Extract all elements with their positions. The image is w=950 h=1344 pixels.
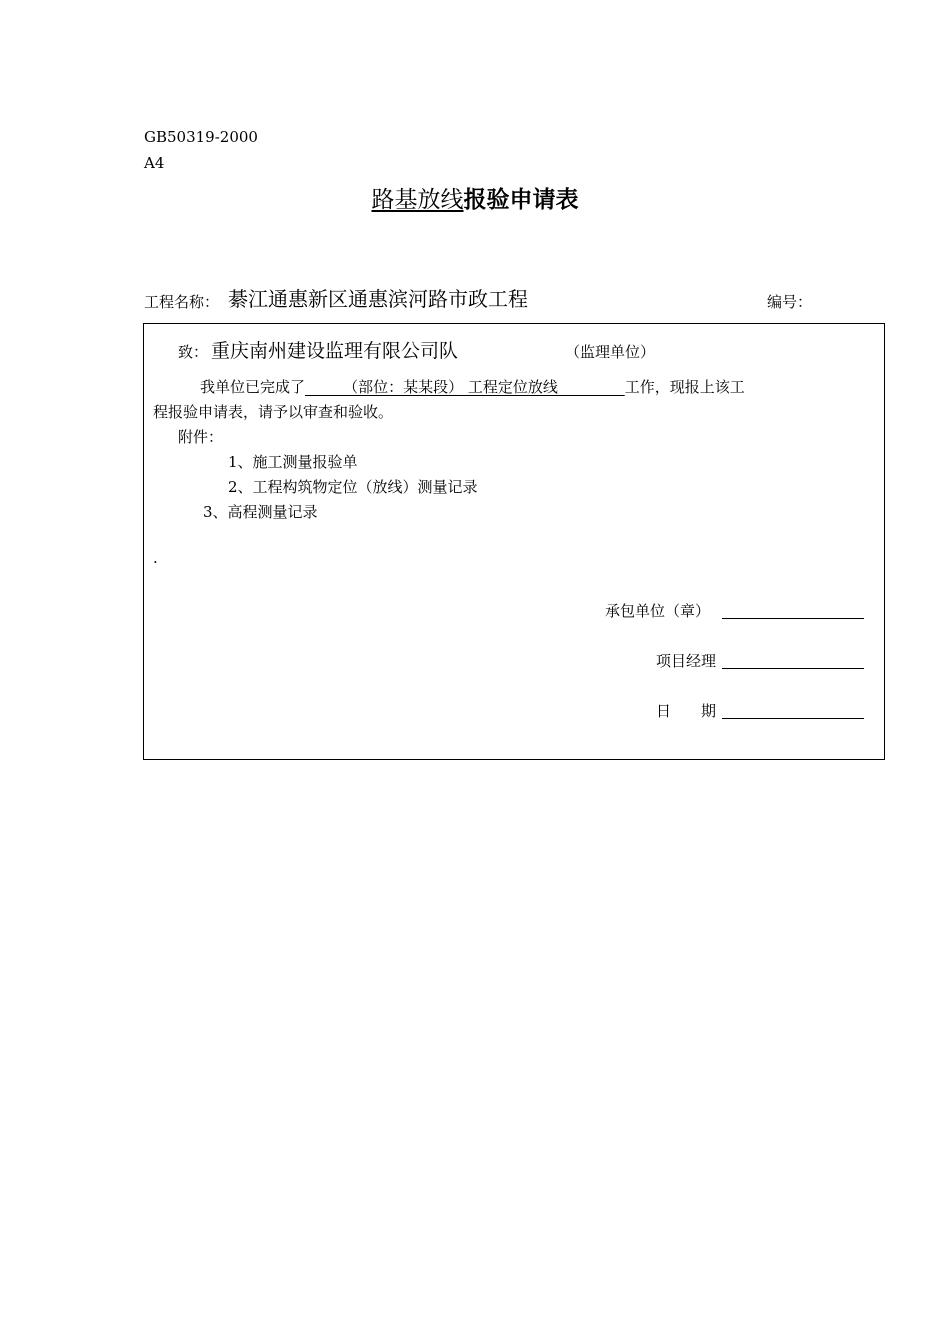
contractor-label: 承包单位（章）: [605, 602, 711, 620]
request-suffix: 工作，现报上该工: [624, 378, 745, 396]
request-line-1: [200, 378, 745, 396]
date-label: 日 期: [656, 702, 717, 720]
date-line: [722, 718, 864, 719]
contractor-signature-line: [722, 618, 864, 619]
document-number-label: 编号：: [767, 293, 813, 311]
attachments-label: 附件：: [178, 428, 224, 446]
recipient-note: （监理单位）: [565, 343, 656, 361]
project-manager-signature-line: [722, 668, 864, 669]
project-name: 綦江通惠新区通惠滨河路市政工程: [228, 287, 528, 311]
work-description-blank: （部位：某某段） 工程定位放线: [305, 378, 625, 396]
form-title: [0, 184, 950, 216]
title-underlined-part: 路基放线: [371, 187, 464, 213]
request-line-2: 程报验申请表，请予以审查和验收。: [153, 403, 394, 421]
request-prefix: 我单位已完成了: [200, 378, 306, 396]
project-manager-label: 项目经理: [656, 652, 717, 670]
recipient-name: 重庆南州建设监理有限公司队: [211, 340, 459, 362]
project-name-label: 工程名称：: [144, 293, 220, 311]
standard-code: GB50319-2000: [144, 128, 258, 146]
stray-dot: .: [153, 549, 158, 567]
title-bold-part: 报验申请表: [463, 186, 579, 213]
attachment-item: 3、高程测量记录: [203, 503, 318, 521]
recipient-label: 致：: [178, 343, 209, 361]
attachment-item: 2、工程构筑物定位（放线）测量记录: [228, 478, 478, 496]
form-size: A4: [144, 154, 165, 172]
attachment-item: 1、施工测量报验单: [228, 453, 358, 471]
